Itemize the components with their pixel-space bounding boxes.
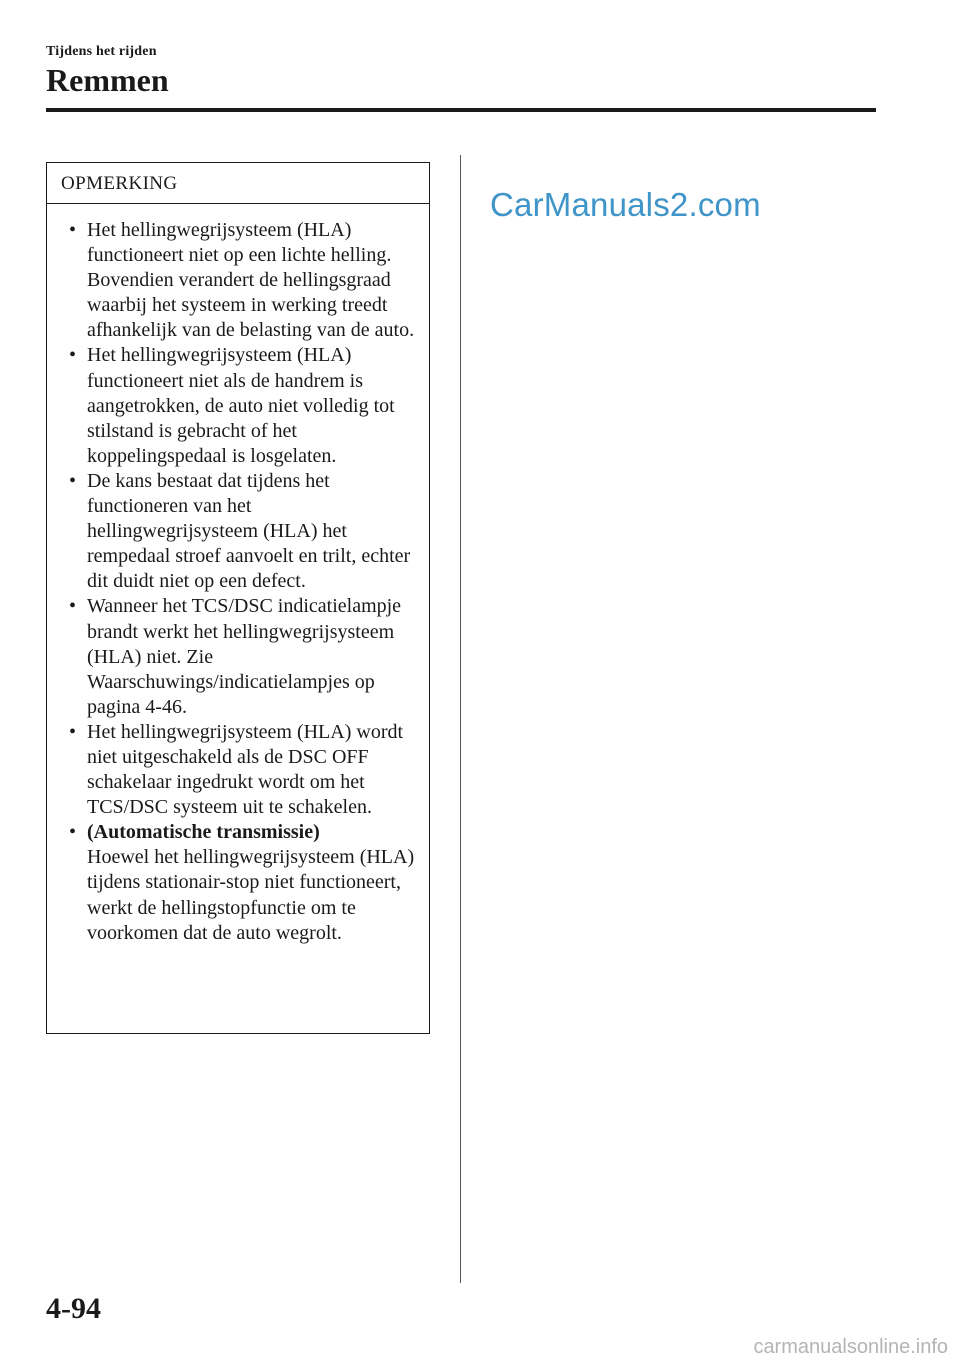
bullet-icon: • <box>69 595 77 618</box>
note-item-text: Hoewel het hellingwegrijsysteem (HLA) tijdens stationair-stop niet functioneert, werkt de hellingstopfunctie om te voorkomen dat de auto wegrolt. <box>87 846 415 944</box>
bullet-icon: • <box>69 821 77 844</box>
note-item-text: De kans bestaat dat tijdens het functioneren van het hellingwegrijsysteem (HLA) het rempedaal stroef aanvoelt en trilt, echter dit duidt niet op een defect. <box>87 469 411 593</box>
bullet-icon: • <box>69 469 77 492</box>
watermark-bottom: carmanualsonline.info <box>753 1336 948 1358</box>
note-item-5 <box>47 720 429 820</box>
bullet-icon: • <box>69 720 77 743</box>
column-divider <box>460 155 461 1283</box>
bullet-icon: • <box>69 344 77 367</box>
title-rule <box>46 108 876 112</box>
note-item-text: Het hellingwegrijsysteem (HLA) functioneert niet als de handrem is aangetrokken, de auto niet volledig tot stilstand is gebracht of het koppelingspedaal is losgelaten. <box>87 344 395 467</box>
section-label: Tijdens het rijden <box>46 44 157 59</box>
note-item-text: Het hellingwegrijsysteem (HLA) wordt niet uitgeschakeld als de DSC OFF schakelaar ingedrukt wordt om het TCS/DSC systeem uit te schakelen. <box>87 720 404 819</box>
note-item-3 <box>47 469 429 594</box>
note-item-6 <box>47 820 429 945</box>
note-item-2 <box>47 343 429 468</box>
note-heading: OPMERKING <box>47 163 429 204</box>
note-box <box>46 162 430 1034</box>
note-item-text: Het hellingwegrijsysteem (HLA) functioneert niet op een lichte helling. Bovendien verandert de hellingsgraad waarbij het systeem in werking treedt afhankelijk van de belasting van de auto. <box>87 219 415 342</box>
note-item-text: Wanneer het TCS/DSC indicatielampje brandt werkt het hellingwegrijsysteem (HLA) niet. Zie Waarschuwings/indicatielampjes op pagina 4-46. <box>87 595 402 718</box>
note-item-lead: (Automatische transmissie) <box>87 821 320 844</box>
note-list <box>47 204 429 946</box>
page-title: Remmen <box>46 62 169 98</box>
bullet-icon: • <box>69 219 77 241</box>
note-item-4 <box>47 594 429 719</box>
watermark-top: CarManuals2.com <box>490 186 761 223</box>
note-item-1 <box>47 218 429 343</box>
page-number: 4-94 <box>46 1292 101 1325</box>
